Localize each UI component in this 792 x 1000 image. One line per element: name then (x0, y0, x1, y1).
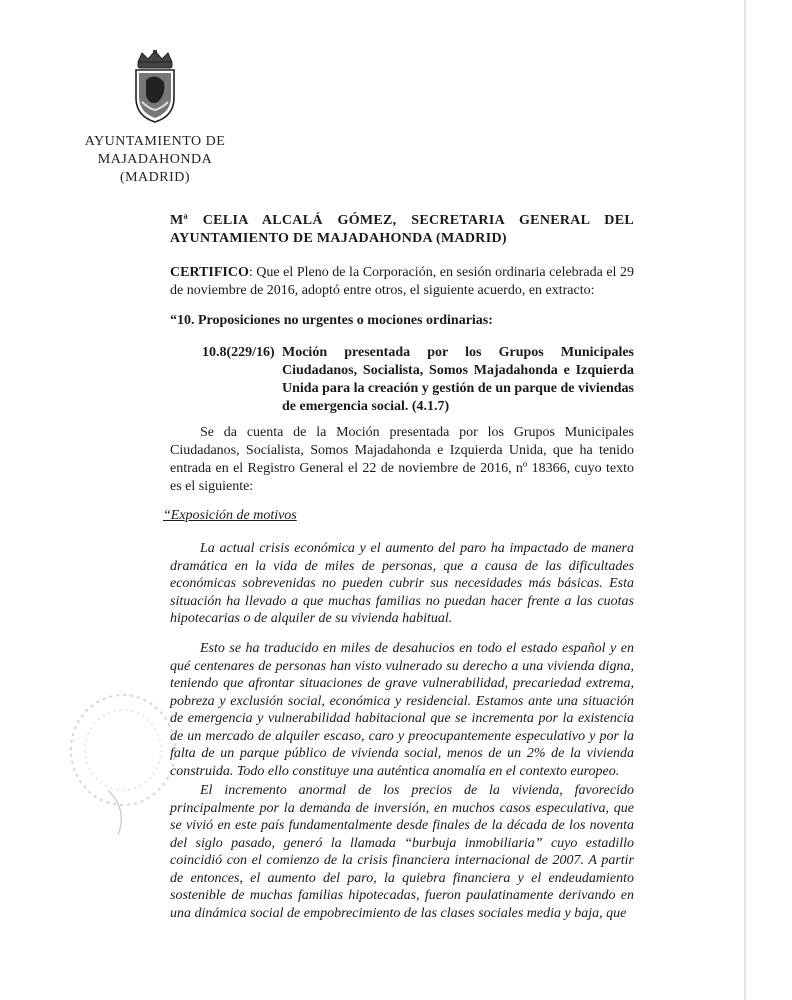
agenda-item-10: “10. Proposiciones no urgentes o mociones ordinarias: (170, 313, 493, 328)
motivos-paragraph-2: Esto se ha traducido en miles de desahucios en todo el estado español y en qué centenares de personas han visto vulnerado su derecho a una vivienda digna, teniendo que afrontar situaciones de grave vulnerabilidad, precariedad extrema, pobreza y exclusión social, económica y residencial. Estamos ante una situación de emergencia y vulnerabilidad habitacional que se incrementa por la existencia de un mercado de alquiler escaso, caro y preocupantemente especulativo y por la falta de un parque público de vivienda social, menos de un 2% de la vivienda construida. Todo ello constituye una auténtica anomalía en el contexto europeo. (170, 641, 634, 779)
organization-name (70, 133, 240, 187)
org-line-3: (MADRID) (119, 170, 191, 185)
se-da-cuenta-paragraph: Se da cuenta de la Moción presentada por los Grupos Municipales Ciudadanos, Socialista, Somos Majadahonda e Izquierda Unida, que ha tenido entrada en el Registro General el 22 de noviembre de 2016, nº 18366, cuyo texto es el siguiente: (170, 425, 634, 494)
certifico-paragraph (170, 264, 634, 300)
certifico-text: : Que el Pleno de la Corporación, en sesión ordinaria celebrada el 29 de noviembre de 2016, adoptó entre otros, el siguiente acuerdo, en extracto: (170, 265, 634, 298)
certifico-label: CERTIFICO (170, 265, 249, 280)
exposicion-title: “Exposición de motivos (163, 508, 297, 523)
heading-line-1: Mª CELIA ALCALÁ GÓMEZ, SECRETARIA GENERAL DEL (170, 213, 634, 228)
motivos-paragraph-3: El incremento anormal de los precios de la vivienda, favorecido principalmente por la demanda de inversión, en muchos casos especulativa, que se vivió en este país fundamentalmente desde finales de la década de los noventa del siglo pasado, generó la llamada “burbuja inmobiliaria” cuyo estadillo coincidió con el comienzo de la crisis financiera internacional de 2007. A partir de entonces, el aumento del paro, la quiebra financiera y el endeudamiento sostenible de muchas familias hipotecadas, fueron paulatinamente derivando en una dinámica social de empobrecimiento de las clases sociales media y baja, que (170, 783, 634, 921)
motivos-paragraph-1: La actual crisis económica y el aumento del paro ha impactado de manera dramática en la vida de miles de personas, que a causa de las dificultades económicas sobrevenidas no pueden cubrir sus necesidades más básicas. Esta situación ha llevado a que muchas familias no puedan hacer frente a las cuotas hipotecarias o de alquiler de su vivienda habitual. (170, 541, 634, 626)
org-line-1: AYUNTAMIENTO DE (84, 134, 226, 149)
scan-edge (744, 0, 746, 1000)
subitem-title: Moción presentada por los Grupos Municipales Ciudadanos, Socialista, Somos Majadahonda e Izquierda Unida para la creación y gestión de un parque de viviendas de emergencia social. (4.1.7) (282, 345, 634, 414)
coat-of-arms-logo (126, 50, 184, 126)
certificate-heading (170, 212, 634, 248)
faded-stamp (58, 680, 178, 850)
org-line-2: MAJADAHONDA (97, 152, 213, 167)
subitem-number: 10.8(229/16) (202, 345, 275, 360)
heading-line-2: AYUNTAMIENTO DE MAJADAHONDA (MADRID) (170, 231, 507, 246)
